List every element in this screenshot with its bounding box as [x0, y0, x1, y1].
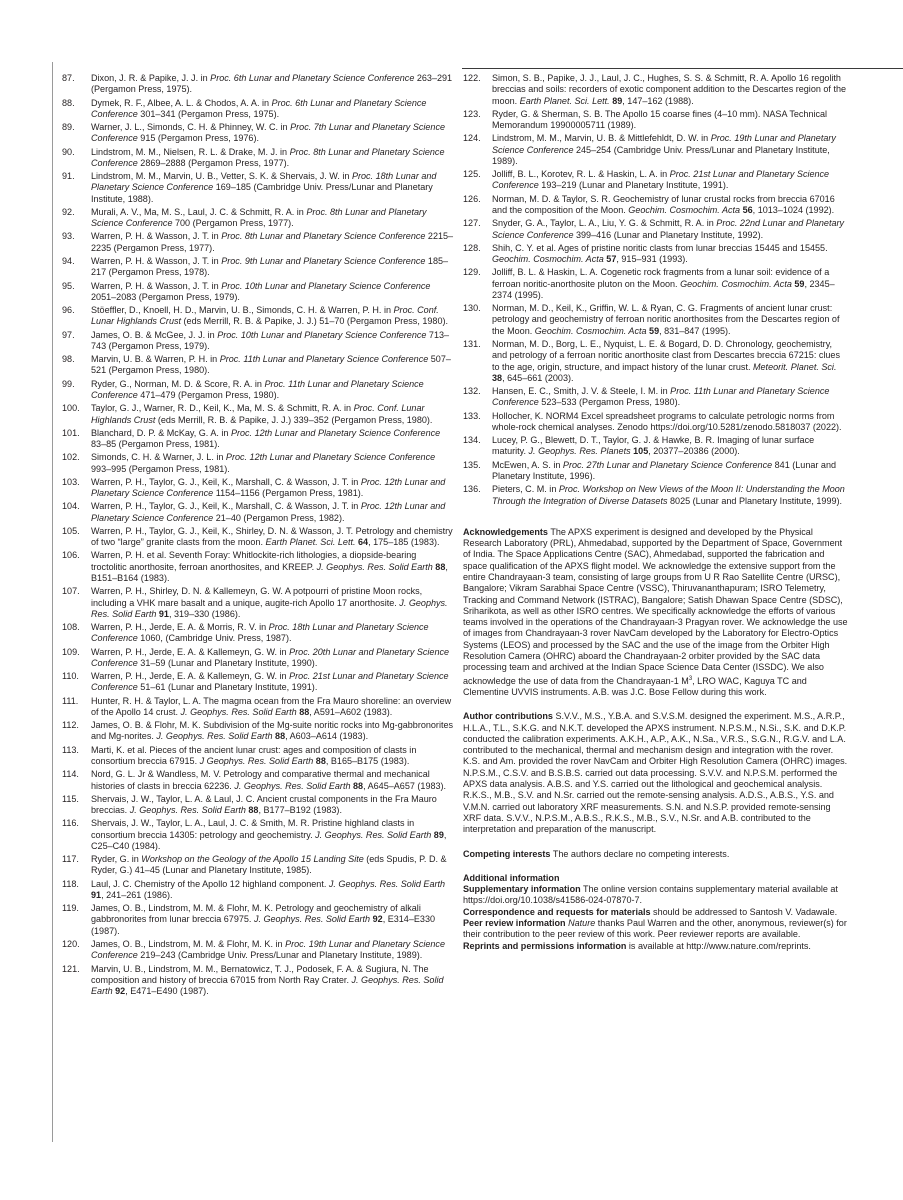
- reference-item: [463, 303, 849, 337]
- reference-number: 136.: [463, 484, 481, 495]
- reference-number: 109.: [62, 646, 80, 657]
- reference-number: 117.: [62, 854, 79, 865]
- reference-number: 98.: [62, 354, 75, 365]
- reference-text: Shervais, J. W., Taylor, L. A., Laul, J. C. & Smith, M. R. Pristine highland clasts in consortium breccia 14305: petrology and geochemistry. J. Geophys. Res. Solid Earth 89, C25–C40 (1984).: [91, 818, 447, 851]
- reference-text: Ryder, G. in Workshop on the Geology of the Apollo 15 Landing Site (eds Spudis, P. D. & Ryder, G.) 41–45 (Lunar and Planetary Institute, 1985).: [91, 854, 447, 876]
- reference-item: [62, 256, 454, 279]
- reference-item: [62, 903, 454, 937]
- reference-text: James, O. B., Lindstrom, M. M. & Flohr, M. K. Petrology and geochemistry of alkali gabbronorites from lunar breccia 67975. J. Geophys. Res. Solid Earth 92, E314–E330 (1987).: [91, 903, 436, 936]
- reference-item: [62, 769, 454, 792]
- reference-text: Warren, P. H., Shirley, D. N. & Kallemeyn, G. W. A potpourri of pristine Moon rocks, including a VHK mare basalt and a unique, augite-rich Apollo 17 anorthosite. J. Geophys. Res. Solid Earth 91, 319–330 (1986).: [91, 586, 448, 619]
- reference-text: McEwen, A. S. in Proc. 27th Lunar and Planetary Science Conference 841 (Lunar and Planetary Institute, 1996).: [492, 459, 837, 481]
- reference-item: [62, 964, 454, 998]
- reference-text: Warren, P. H., Jerde, E. A. & Morris, R. V. in Proc. 18th Lunar and Planetary Science Conference 1060, (Cambridge Univ. Press, 1987).: [91, 622, 429, 644]
- supplementary-information: [463, 884, 849, 907]
- reference-text: Dymek, R. F., Albee, A. L. & Chodos, A. A. in Proc. 6th Lunar and Planetary Science Conference 301–341 (Pergamon Press, 1975).: [91, 97, 427, 119]
- reference-item: [62, 720, 454, 743]
- reference-number: 133.: [463, 410, 481, 421]
- reference-text: Warren, P. H. et al. Seventh Foray: Whitlockite-rich lithologies, a diopside-bearing troctolitic anorthosite, ferroan anorthosites, and KREEP. J. Geophys. Res. Solid Earth 88, B151–B164 (1983).: [91, 550, 448, 583]
- reference-number: 113.: [62, 744, 79, 755]
- correspondence-text: should be addressed to Santosh V. Vadawale.: [653, 906, 838, 917]
- reference-number: 129.: [463, 267, 481, 278]
- reference-text: Lindstrom, M. M., Nielsen, R. L. & Drake, M. J. in Proc. 8th Lunar and Planetary Science Conference 2869–2888 (Pergamon Press, 1977).: [91, 146, 445, 168]
- reference-item: [463, 435, 849, 458]
- reference-number: 89.: [62, 122, 75, 133]
- reference-item: [62, 477, 454, 500]
- reference-number: 93.: [62, 231, 75, 242]
- reference-number: 115.: [62, 793, 79, 804]
- reference-item: [62, 550, 454, 584]
- reference-number: 100.: [62, 403, 80, 414]
- reference-text: Lindstrom, M. M., Marvin, U. B. & Mittlefehldt, D. W. in Proc. 19th Lunar and Planetary Science Conference 245–254 (Cambridge Univ. Press/Lunar and Planetary Institute, 1989).: [492, 133, 836, 166]
- acknowledgements-text: The APXS experiment is designed and developed by the Physical Research Laboratory (PRL), Ahmedabad, supported by the Department of Space, Government of India. The Space Applications Centre (SAC), Ahmedabad, supported the fabrication and space qualification of the APXS flight model. We acknowledge the extensive support from the entire Chandrayaan-3 team, consisting of large groups from U R Rao Satellite Centre (URSC), Bangalore; Vikram Sarabhai Space Centre (VSSC), Thiruvananthapuram; ISRO Telemetry, Tracking and Command Network (ISTRAC), Bangalore; Satish Dhawan Space Centre (SDSC), Sriharikota, as well as other ISRO centres. We specifically acknowledge the efforts of various teams involved in the operations of the Chandrayaan-3 Pragyan rover. We acknowledge the use of images from Chandrayaan-3 rover NavCam developed by the Laboratory for Electro-Optics Systems (LEOS) and processed by the SAC and the use of the image from the Orbiter High Resolution Camera (OHRC) aboard the Chandrayaan-2 orbiter provided by the SAC data processing team and archived at the Indian Space Science Data Center (ISSDC). We also acknowledge the use of data from the Chandrayaan-1 $M^3$, LRO WAC, Kaguya TC and Clementine UVVIS instruments. A.B. was J.C. Bose Fellow during this work.: [463, 526, 848, 697]
- reference-number: 99.: [62, 378, 75, 389]
- reference-text: Warner, J. L., Simonds, C. H. & Phinney, W. C. in Proc. 7th Lunar and Planetary Science Conference 915 (Pergamon Press, 1976).: [91, 122, 446, 144]
- reference-text: Warren, P. H. & Wasson, J. T. in Proc. 9th Lunar and Planetary Science Conference 185–217 (Pergamon Press, 1978).: [91, 256, 449, 278]
- reference-number: 88.: [62, 97, 75, 108]
- author-contributions-text: S.V.V., M.S., Y.B.A. and S.V.S.M. designed the experiment. M.S., A.R.P., H.L.A., T.L., S.K.G. and N.K.T. developed the APXS instrument. N.P.S.M., N.Si., S.K. and D.K.P. conducted the calibration experiments. A.K.H., A.P., A.K., N.Sa., V.R.S., S.G.N., R.G.V. and L.A. contributed to the mechanical, thermal and mechanism design and integration with the rover. K.S. and Am. provided the rover NavCam and Orbiter High Resolution Camera (OHRC) images. N.P.S.M., C.S.V. and B.S.B.S. carried out data processing. S.V.V. and N.P.S.M. performed the APXS data analysis. A.B.S. and Y.S. carried out the lithological and geochemical analysis. R.K.S., M.B., S.V. and N.Sr. carried out the remote-sensing analysis. A.D.S., A.B.S., Y.S. and V.M.N. carried out laboratory XRF measurements. S.N. and N.S.P. provided remote-sensing XRF data. S.V.V., N.P.S.M., A.B.S., R.K.S., M.B., S.V., N.Sr. and A.B. contributed to the interpretation and preparation of the manuscript.: [463, 711, 848, 835]
- reference-number: 107.: [62, 586, 80, 597]
- reference-text: Warren, P. H., Jerde, E. A. & Kallemeyn, G. W. in Proc. 20th Lunar and Planetary Science Conference 31–59 (Lunar and Planetary Institute, 1990).: [91, 646, 450, 668]
- reprints-text[interactable]: is available at http://www.nature.com/reprints.: [628, 940, 811, 951]
- reference-number: 87.: [62, 73, 75, 83]
- reference-item: [62, 281, 454, 304]
- reference-item: [62, 526, 454, 549]
- reference-item: [62, 794, 454, 817]
- references-right-list: [463, 73, 849, 507]
- reference-text: Norman, M. D., Keil, K., Griffin, W. L. & Ryan, C. G. Fragments of ancient lunar crust: petrology and geochemistry of ferroan noritic anorthosites from the Descartes region of the Moon. Geochim. Cosmochim. Acta 59, 831–847 (1995).: [492, 303, 840, 336]
- peer-review-text: Nature thanks Paul Warren and the other, anonymous, reviewer(s) for their contribution to the peer review of this work. Peer reviewer reports are available.: [463, 918, 847, 940]
- reference-item: [62, 231, 454, 254]
- reference-number: 128.: [463, 242, 481, 253]
- reprints-heading: Reprints and permissions information: [463, 940, 627, 951]
- reference-text: Nord, G. L. Jr & Wandless, M. V. Petrology and comparative thermal and mechanical histories of clasts in breccia 62236. J. Geophys. Res. Solid Earth 88, A645–A657 (1983).: [91, 769, 447, 791]
- reference-number: 110.: [62, 671, 79, 682]
- reference-text: Marvin, U. B., Lindstrom, M. M., Bernatowicz, T. J., Podosek, F. A. & Sugiura, N. The composition and history of breccia 67015 from North Ray Crater. J. Geophys. Res. Solid Earth 92, E471–E490 (1987).: [91, 963, 444, 997]
- reference-number: 101.: [62, 427, 80, 438]
- reference-item: [62, 147, 454, 170]
- reference-text: Ryder, G. & Sherman, S. B. The Apollo 15 coarse fines (4–10 mm). NASA Technical Memorandum 19900005711 (1989).: [492, 108, 828, 131]
- reference-item: [62, 696, 454, 719]
- reference-text: Lindstrom, M. M., Marvin, U. B., Vetter, S. K. & Shervais, J. W. in Proc. 18th Lunar and Planetary Science Conference 169–185 (Cambridge Univ. Press/Lunar and Planetary Institute, 1988).: [91, 171, 437, 204]
- reference-number: 134.: [463, 435, 481, 446]
- reference-text: Murali, A. V., Ma, M. S., Laul, J. C. & Schmitt, R. A. in Proc. 8th Lunar and Planetary Science Conference 700 (Pergamon Press, 1977).: [91, 206, 427, 229]
- reference-text: Pieters, C. M. in Proc. Workshop on New Views of the Moon II: Understanding the Moon Through the Integration of Diverse Datasets 8025 (Lunar and Planetary Institute, 1999).: [492, 484, 845, 506]
- reference-item: [62, 622, 454, 645]
- reference-number: 121.: [62, 963, 80, 974]
- references-left-column: [62, 73, 454, 999]
- reference-number: 97.: [62, 329, 75, 340]
- reference-number: 135.: [463, 459, 481, 470]
- reference-number: 112.: [62, 720, 79, 731]
- reference-text: Warren, P. H. & Wasson, J. T. in Proc. 10th Lunar and Planetary Science Conference 2051–2083 (Pergamon Press, 1979).: [91, 280, 431, 302]
- reference-text: Norman, M. D., Borg, L. E., Nyquist, L. E. & Bogard, D. D. Chronology, geochemistry, and petrology of a ferroan noritic anorthosite clast from Descartes breccia 67215: clues to the age, origin, structure, and impact history of the lunar crust. Meteorit. Planet. Sci. 38, 645–661 (2003).: [492, 338, 840, 383]
- reference-text: Simonds, C. H. & Warner, J. L. in Proc. 12th Lunar and Planetary Science Conference 993–995 (Pergamon Press, 1981).: [91, 452, 436, 474]
- reference-item: [463, 267, 849, 301]
- reference-number: 131.: [463, 338, 481, 349]
- reference-item: [62, 428, 454, 451]
- reference-item: [62, 879, 454, 902]
- reference-text: Hunter, R. H. & Taylor, L. A. The magma ocean from the Fra Mauro shoreline: an overview of the Apollo 14 crust. J. Geophys. Res. Solid Earth 88, A591–A602 (1983).: [91, 695, 452, 717]
- reference-number: 103.: [62, 476, 80, 487]
- reference-item: [62, 818, 454, 852]
- reference-item: [62, 98, 454, 121]
- reference-number: 116.: [62, 818, 79, 829]
- reference-text: Jolliff, B. L. & Haskin, L. A. Cogenetic rock fragments from a lunar soil: evidence of a ferroan noritic-anorthosite pluton on the Moon. Geochim. Cosmochim. Acta 59, 2345–2374 (1995).: [492, 267, 835, 300]
- author-contributions-heading: Author contributions: [463, 711, 553, 722]
- reference-item: [62, 586, 454, 620]
- reference-text: Warren, P. H. & Wasson, J. T. in Proc. 8th Lunar and Planetary Science Conference 2215–2235 (Pergamon Press, 1977).: [91, 231, 454, 253]
- reference-number: 111.: [62, 695, 79, 706]
- reference-item: [463, 386, 849, 409]
- competing-interests-heading: Competing interests: [463, 848, 551, 859]
- reference-item: [463, 73, 849, 107]
- reference-text: Dixon, J. R. & Papike, J. J. in Proc. 6th Lunar and Planetary Science Conference 263–291 (Pergamon Press, 1975).: [91, 73, 453, 95]
- reference-number: 108.: [62, 622, 80, 633]
- reference-item: [62, 403, 454, 426]
- reference-number: 95.: [62, 280, 75, 291]
- reference-number: 123.: [463, 108, 481, 119]
- reference-item: [62, 171, 454, 205]
- reference-item: [463, 194, 849, 217]
- supplementary-heading: Supplementary information: [463, 884, 581, 895]
- reference-text: Norman, M. D. & Taylor, S. R. Geochemistry of lunar crustal rocks from breccia 67016 and the composition of the Moon. Geochim. Cosmochim. Acta 56, 1013–1024 (1992).: [492, 193, 835, 216]
- reference-item: [463, 411, 849, 434]
- reference-item: [62, 452, 454, 475]
- reference-item: [62, 73, 454, 96]
- reference-number: 132.: [463, 386, 481, 397]
- reference-text: Laul, J. C. Chemistry of the Apollo 12 highland component. J. Geophys. Res. Solid Earth 91, 241–261 (1986).: [91, 878, 446, 900]
- reference-number: 104.: [62, 501, 80, 512]
- reference-text: Warren, P. H., Taylor, G. J., Keil, K., Marshall, C. & Wasson, J. T. in Proc. 12th Lunar and Planetary Science Conference 1154–1156 (Pergamon Press, 1981).: [91, 476, 446, 499]
- reference-text: Warren, P. H., Taylor, G. J., Keil, K., Marshall, C. & Wasson, J. T. in Proc. 12th Lunar and Planetary Science Conference 21–40 (Pergamon Press, 1982).: [91, 501, 446, 523]
- reference-number: 125.: [463, 169, 481, 180]
- reference-item: [62, 939, 454, 962]
- reference-number: 122.: [463, 73, 481, 83]
- correspondence-heading: Correspondence and requests for materials: [463, 906, 651, 917]
- reference-text: Hansen, E. C., Smith, J. V. & Steele, I. M. in Proc. 11th Lunar and Planetary Science Conference 523–533 (Pergamon Press, 1980).: [492, 386, 830, 408]
- reference-item: [62, 854, 454, 877]
- reference-text: Lucey, P. G., Blewett, D. T., Taylor, G. J. & Hawke, B. R. Imaging of lunar surface maturity. J. Geophys. Res. Planets 105, 20377–20386 (2000).: [492, 435, 815, 457]
- left-margin-rule: [52, 62, 53, 1142]
- reference-text: Jolliff, B. L., Korotev, R. L. & Haskin, L. A. in Proc. 21st Lunar and Planetary Science Conference 193–219 (Lunar and Planetary Institute, 1991).: [492, 169, 830, 191]
- reference-number: 126.: [463, 193, 481, 204]
- reference-item: [62, 745, 454, 768]
- reference-item: [463, 484, 849, 507]
- competing-interests-section: [463, 849, 849, 860]
- additional-information-section: [463, 873, 849, 952]
- reference-text: Hollocher, K. NORM4 Excel spreadsheet programs to calculate petrologic norms from whole-rock chemical analyses. Zenodo https://doi.org/10.5281/zenodo.5818037 (2022).: [492, 410, 842, 432]
- reference-item: [463, 109, 849, 132]
- reference-item: [62, 207, 454, 230]
- reference-number: 118.: [62, 878, 79, 889]
- reference-item: [62, 647, 454, 670]
- reference-item: [463, 243, 849, 266]
- top-rule: [462, 68, 903, 69]
- reference-item: [62, 305, 454, 328]
- competing-interests-text: The authors declare no competing interests.: [552, 848, 730, 859]
- reference-text: Shervais, J. W., Taylor, L. A. & Laul, J. C. Ancient crustal components in the Fra Mauro breccias. J. Geophys. Res. Solid Earth 88, B177–B192 (1983).: [91, 793, 437, 816]
- reference-item: [463, 169, 849, 192]
- author-contributions-section: [463, 711, 849, 835]
- peer-review-heading: Peer review information: [463, 918, 566, 929]
- reference-text: Stöeffler, D., Knoell, H. D., Marvin, U. B., Simonds, C. H. & Warren, P. H. in Proc. Conf. Lunar Highlands Crust (eds Merrill, R. B. & Papike, J. J.) 51–70 (Pergamon Press, 1980).: [91, 305, 449, 327]
- reference-item: [62, 501, 454, 524]
- peer-review-information: [463, 918, 849, 941]
- reference-item: [463, 460, 849, 483]
- reference-text: Warren, P. H., Taylor, G. J., Keil, K., Shirley, D. N. & Wasson, J. T. Petrology and chemistry of two “large” granite clasts from the moon. Earth Planet. Sci. Lett. 64, 175–185 (1983).: [91, 525, 453, 548]
- additional-information-heading: Additional information: [463, 872, 560, 883]
- reference-number: 92.: [62, 206, 75, 217]
- reference-number: 105.: [62, 525, 80, 536]
- reference-text: James, O. B. & McGee, J. J. in Proc. 10th Lunar and Planetary Science Conference 713–743 (Pergamon Press, 1979).: [91, 329, 450, 351]
- reference-number: 94.: [62, 256, 75, 267]
- reference-number: 120.: [62, 939, 80, 950]
- reference-number: 90.: [62, 146, 75, 157]
- right-column: [463, 73, 849, 952]
- acknowledgements-heading: Acknowledgements: [463, 526, 548, 537]
- supplementary-text[interactable]: The online version contains supplementary material available at https://doi.org/10.1038/s41586-024-07870-7.: [463, 884, 838, 906]
- reference-item: [62, 354, 454, 377]
- reference-item: [463, 218, 849, 241]
- reference-text: Marvin, U. B. & Warren, P. H. in Proc. 11th Lunar and Planetary Science Conference 507–521 (Pergamon Press, 1980).: [91, 354, 451, 376]
- reference-text: James, O. B., Lindstrom, M. M. & Flohr, M. K. in Proc. 19th Lunar and Planetary Science Conference 219–243 (Cambridge Univ. Press/Lunar and Planetary Institute, 1989).: [91, 939, 445, 961]
- reference-number: 124.: [463, 133, 481, 144]
- reference-text: Warren, P. H., Jerde, E. A. & Kallemeyn, G. W. in Proc. 21st Lunar and Planetary Science Conference 51–61 (Lunar and Planetary Institute, 1991).: [91, 671, 449, 693]
- reference-item: [62, 671, 454, 694]
- reference-number: 114.: [62, 769, 79, 780]
- reference-number: 106.: [62, 550, 80, 561]
- reference-text: James, O. B. & Flohr, M. K. Subdivision of the Mg-suite noritic rocks into Mg-gabbronorites and Mg-norites. J. Geophys. Res. Solid Earth 88, A603–A614 (1983).: [91, 720, 454, 742]
- reference-number: 127.: [463, 218, 481, 229]
- reprints-information: [463, 941, 849, 952]
- reference-text: Marti, K. et al. Pieces of the ancient lunar crust: ages and composition of clasts in consortium breccia 67915. J Geophys. Res. Solid Earth 88, B165–B175 (1983).: [91, 744, 417, 766]
- reference-text: Blanchard, D. P. & McKay, G. A. in Proc. 12th Lunar and Planetary Science Conference 83–85 (Pergamon Press, 1981).: [91, 427, 441, 450]
- reference-number: 96.: [62, 305, 75, 316]
- reference-item: [463, 339, 849, 384]
- correspondence: [463, 907, 849, 918]
- acknowledgements-section: [463, 527, 849, 698]
- reference-item: [463, 133, 849, 167]
- reference-text: Taylor, G. J., Warner, R. D., Keil, K., Ma, M. S. & Schmitt, R. A. in Proc. Conf. Lunar Highlands Crust (eds Merrill, R. B. & Papike, J. J.) 339–352 (Pergamon Press, 1980).: [91, 403, 433, 425]
- reference-text: Snyder, G. A., Taylor, L. A., Liu, Y. G. & Schmitt, R. A. in Proc. 22nd Lunar and Planetary Science Conference 399–416 (Lunar and Planetary Institute, 1992).: [492, 218, 845, 240]
- reference-number: 102.: [62, 452, 80, 463]
- reference-item: [62, 330, 454, 353]
- reference-text: Ryder, G., Norman, M. D. & Score, R. A. in Proc. 11th Lunar and Planetary Science Conference 471–479 (Pergamon Press, 1980).: [91, 378, 424, 400]
- reference-text: Shih, C. Y. et al. Ages of pristine noritic clasts from lunar breccias 15445 and 15455. Geochim. Cosmochim. Acta 57, 915–931 (1993).: [492, 242, 828, 265]
- reference-number: 119.: [62, 903, 79, 914]
- reference-number: 91.: [62, 171, 75, 182]
- reference-number: 130.: [463, 303, 481, 314]
- reference-item: [62, 379, 454, 402]
- reference-item: [62, 122, 454, 145]
- reference-text: Simon, S. B., Papike, J. J., Laul, J. C., Hughes, S. S. & Schmitt, R. A. Apollo 16 regolith breccias and soils: recorders of exotic component addition to the Descartes region of the moon. Earth Planet. Sci. Lett. 89, 147–162 (1988).: [492, 73, 847, 106]
